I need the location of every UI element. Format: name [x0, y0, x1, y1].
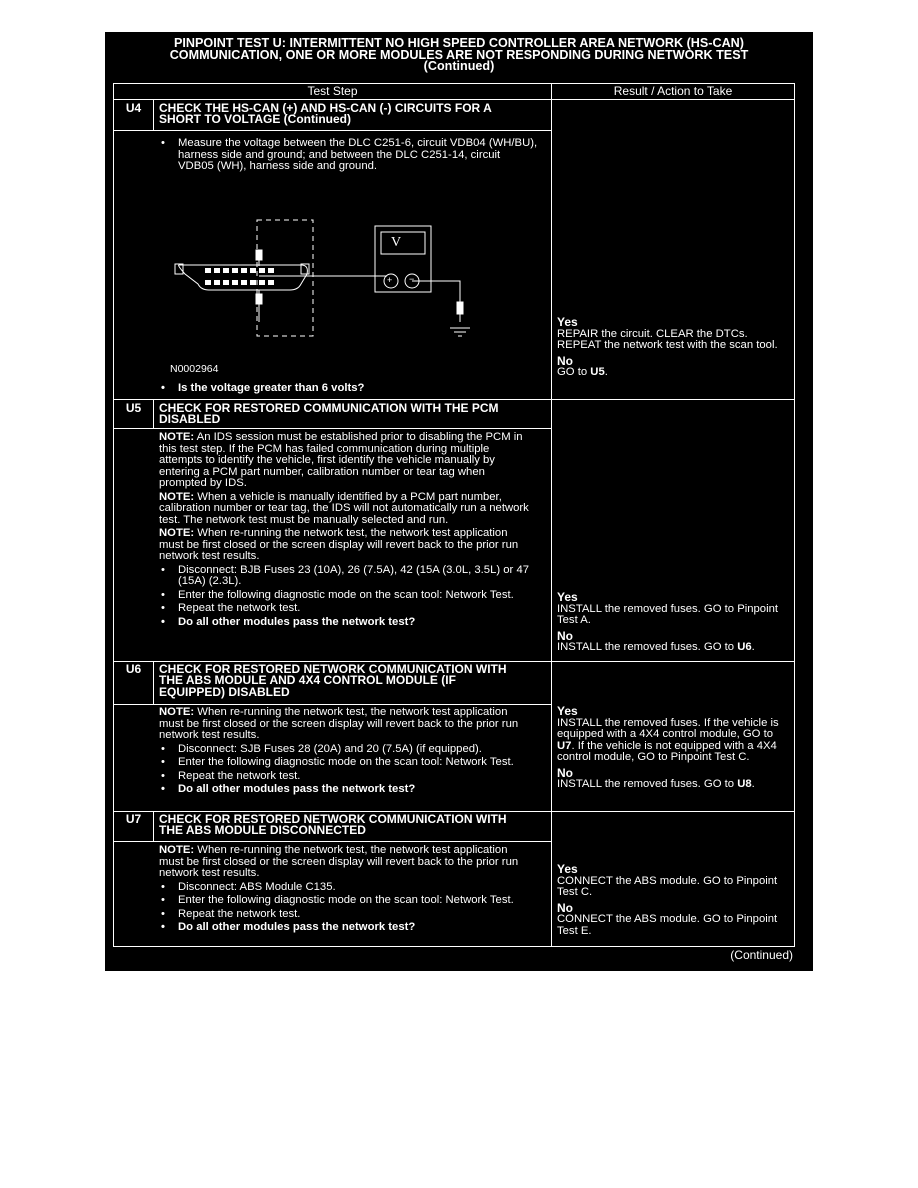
u6-yes-link: U7	[557, 739, 572, 752]
step-title-u7-line2: THE ABS MODULE DISCONNECTED	[159, 823, 366, 838]
step-number-u6: U6	[125, 662, 142, 676]
step-body-u4	[159, 138, 539, 175]
u4-question: • Is the voltage greater than 6 volts?	[159, 383, 539, 395]
meter-plus-terminal: +	[387, 275, 393, 285]
step-title-u4-line1: CHECK THE HS-CAN (+) AND HS-CAN (-) CIRCUITS FOR A	[159, 101, 492, 115]
u6-no-text-c: .	[751, 778, 755, 790]
u7-bullet-3: • Repeat the network test.	[159, 909, 529, 921]
result-u4	[557, 317, 789, 383]
step-title-u7	[159, 814, 549, 837]
step-body-u6	[159, 707, 529, 798]
u5-question: • Do all other modules pass the network test?	[159, 617, 529, 629]
u4-no-text-c: .	[604, 366, 608, 378]
u7-yes-label: Yes	[557, 862, 578, 876]
u5-note-1-label: NOTE:	[159, 431, 195, 443]
u6-question: • Do all other modules pass the network test?	[159, 784, 529, 796]
u7-no-label: No	[557, 900, 573, 915]
u4-question-wrap	[159, 383, 539, 397]
step-title-u7-line1: CHECK FOR RESTORED NETWORK COMMUNICATION WITH	[159, 812, 507, 826]
u5-bullet-3: • Repeat the network test.	[159, 603, 529, 615]
step-body-u7	[159, 845, 529, 936]
u5-note-2-label: NOTE:	[159, 490, 195, 503]
u6-bullet-1: • Disconnect: SJB Fuses 28 (20A) and 20 (7.5A) (if equipped).	[159, 744, 529, 756]
u5-note-1	[159, 432, 529, 490]
continued-footer: (Continued)	[730, 948, 793, 962]
u4-no-text-a: GO to	[557, 366, 591, 378]
u5-note-3-text: When re-running the network test, the network test application must be first closed or the screen display will revert back to the prior run network test results.	[159, 527, 519, 562]
u4-instruction: • Measure the voltage between the DLC C251-6, circuit VDB04 (WH/BU), harness side and ground; and between the DLC C251-14, circuit VDB05 (WH), harness side and ground.	[159, 138, 539, 173]
u6-yes-text	[557, 718, 793, 764]
u5-no-text	[557, 642, 789, 654]
u4-no-label: No	[557, 353, 573, 368]
u6-yes-label: Yes	[557, 704, 578, 718]
u6-bullet-3: • Repeat the network test.	[159, 771, 529, 783]
result-u6	[557, 706, 793, 795]
u4-no-link: U5	[590, 366, 605, 378]
u5-note-2	[159, 492, 529, 527]
u5-no-text-c: .	[751, 641, 755, 653]
u6-no-text-a: INSTALL the removed fuses. GO to	[557, 778, 738, 790]
manual-page	[105, 32, 813, 971]
step-title-u6-line2: THE ABS MODULE AND 4X4 CONTROL MODULE (IF	[159, 673, 456, 688]
figure-id: N0002964	[170, 363, 219, 375]
u5-bullet-2: • Enter the following diagnostic mode on the scan tool: Network Test.	[159, 590, 529, 602]
step-title-u5-line2: DISABLED	[159, 412, 221, 427]
u4-yes-label: Yes	[557, 315, 578, 329]
u5-bullet-1: • Disconnect: BJB Fuses 23 (10A), 26 (7.5A), 42 (15A (3.0L, 3.5L) or 47 (15A) (2.3L).	[159, 565, 529, 588]
voltmeter-symbol: V	[391, 235, 402, 250]
u6-yes-text-c: . If the vehicle is not equipped with a 4X4 control module, GO to Pinpoint Test C.	[557, 739, 777, 763]
u5-note-2-text: When a vehicle is manually identified by a PCM part number, calibration number or tear tag, the IDS will not automatically run a network test. The network test must be manually selected and run.	[159, 490, 529, 526]
result-u7	[557, 864, 789, 941]
u6-note-1-label: NOTE:	[159, 706, 195, 718]
u6-bullet-2: • Enter the following diagnostic mode on the scan tool: Network Test.	[159, 757, 529, 769]
step-title-u4-line2: SHORT TO VOLTAGE (Continued)	[159, 112, 351, 127]
step-number-u4: U4	[125, 101, 142, 115]
dlc-voltage-figure	[175, 220, 470, 336]
step-number-u5: U5	[125, 401, 142, 415]
u4-yes-text: REPAIR the circuit. CLEAR the DTCs. REPEAT the network test with the scan tool.	[557, 327, 778, 351]
voltmeter	[375, 226, 431, 292]
u7-bullet-2: • Enter the following diagnostic mode on the scan tool: Network Test.	[159, 895, 529, 907]
u6-note-1-text: When re-running the network test, the network test application must be first closed or the screen display will revert back to the prior run network test results.	[159, 706, 519, 741]
step-title-u4	[159, 103, 549, 126]
u7-note-1-text: When re-running the network test, the network test application must be first closed or the screen display will revert back to the prior run network test results.	[159, 844, 519, 879]
column-header-test-step: Test Step	[307, 84, 358, 98]
u5-note-3	[159, 528, 529, 563]
meter-minus-terminal: −	[409, 274, 415, 284]
title-line-2: COMMUNICATION, ONE OR MORE MODULES ARE NOT RESPONDING DURING NETWORK TEST	[169, 47, 749, 62]
u7-bullet-1: • Disconnect: ABS Module C135.	[159, 882, 529, 894]
u6-no-link: U8	[737, 778, 752, 790]
u6-no-label: No	[557, 765, 573, 780]
u4-no-text	[557, 367, 789, 379]
u6-no-text	[557, 779, 793, 791]
u5-no-link: U6	[737, 641, 752, 653]
u7-note-1	[159, 845, 529, 880]
u7-yes-text: CONNECT the ABS module. GO to Pinpoint Test C.	[557, 874, 778, 898]
u7-note-1-label: NOTE:	[159, 844, 195, 856]
u5-note-1-text: An IDS session must be established prior to disabling the PCM in this test step. If the PCM has failed communication during multiple attempts to identify the vehicle, first identify the vehicle manually by entering a PCM part number, calibration number or tear tag when prompted by IDS.	[159, 431, 523, 489]
u6-note-1	[159, 707, 529, 742]
u5-no-label: No	[557, 628, 573, 643]
result-u5	[557, 592, 789, 658]
u6-yes-text-a: INSTALL the removed fuses. If the vehicle is equipped with a 4X4 control module, GO to	[557, 716, 779, 740]
step-title-u6-line3: EQUIPPED) DISABLED	[159, 684, 290, 699]
title-line-1: PINPOINT TEST U: INTERMITTENT NO HIGH SPEED CONTROLLER AREA NETWORK (HS-CAN)	[174, 36, 744, 50]
step-title-u5-line1: CHECK FOR RESTORED COMMUNICATION WITH THE PCM	[159, 401, 499, 415]
u5-yes-label: Yes	[557, 590, 578, 604]
step-title-u6-line1: CHECK FOR RESTORED NETWORK COMMUNICATION WITH	[159, 662, 507, 676]
column-header-result: Result / Action to Take	[613, 84, 733, 98]
u5-no-text-a: INSTALL the removed fuses. GO to	[557, 641, 738, 653]
step-title-u6	[159, 664, 549, 698]
step-title-u5	[159, 403, 549, 426]
u7-no-text: CONNECT the ABS module. GO to Pinpoint Test E.	[557, 913, 778, 937]
step-number-u7: U7	[125, 812, 142, 826]
u5-yes-text: INSTALL the removed fuses. GO to Pinpoint Test A.	[557, 602, 779, 626]
title-line-3: (Continued)	[423, 59, 495, 73]
u5-note-3-label: NOTE:	[159, 527, 195, 539]
step-body-u5	[159, 432, 529, 630]
u7-question: • Do all other modules pass the network test?	[159, 922, 529, 934]
